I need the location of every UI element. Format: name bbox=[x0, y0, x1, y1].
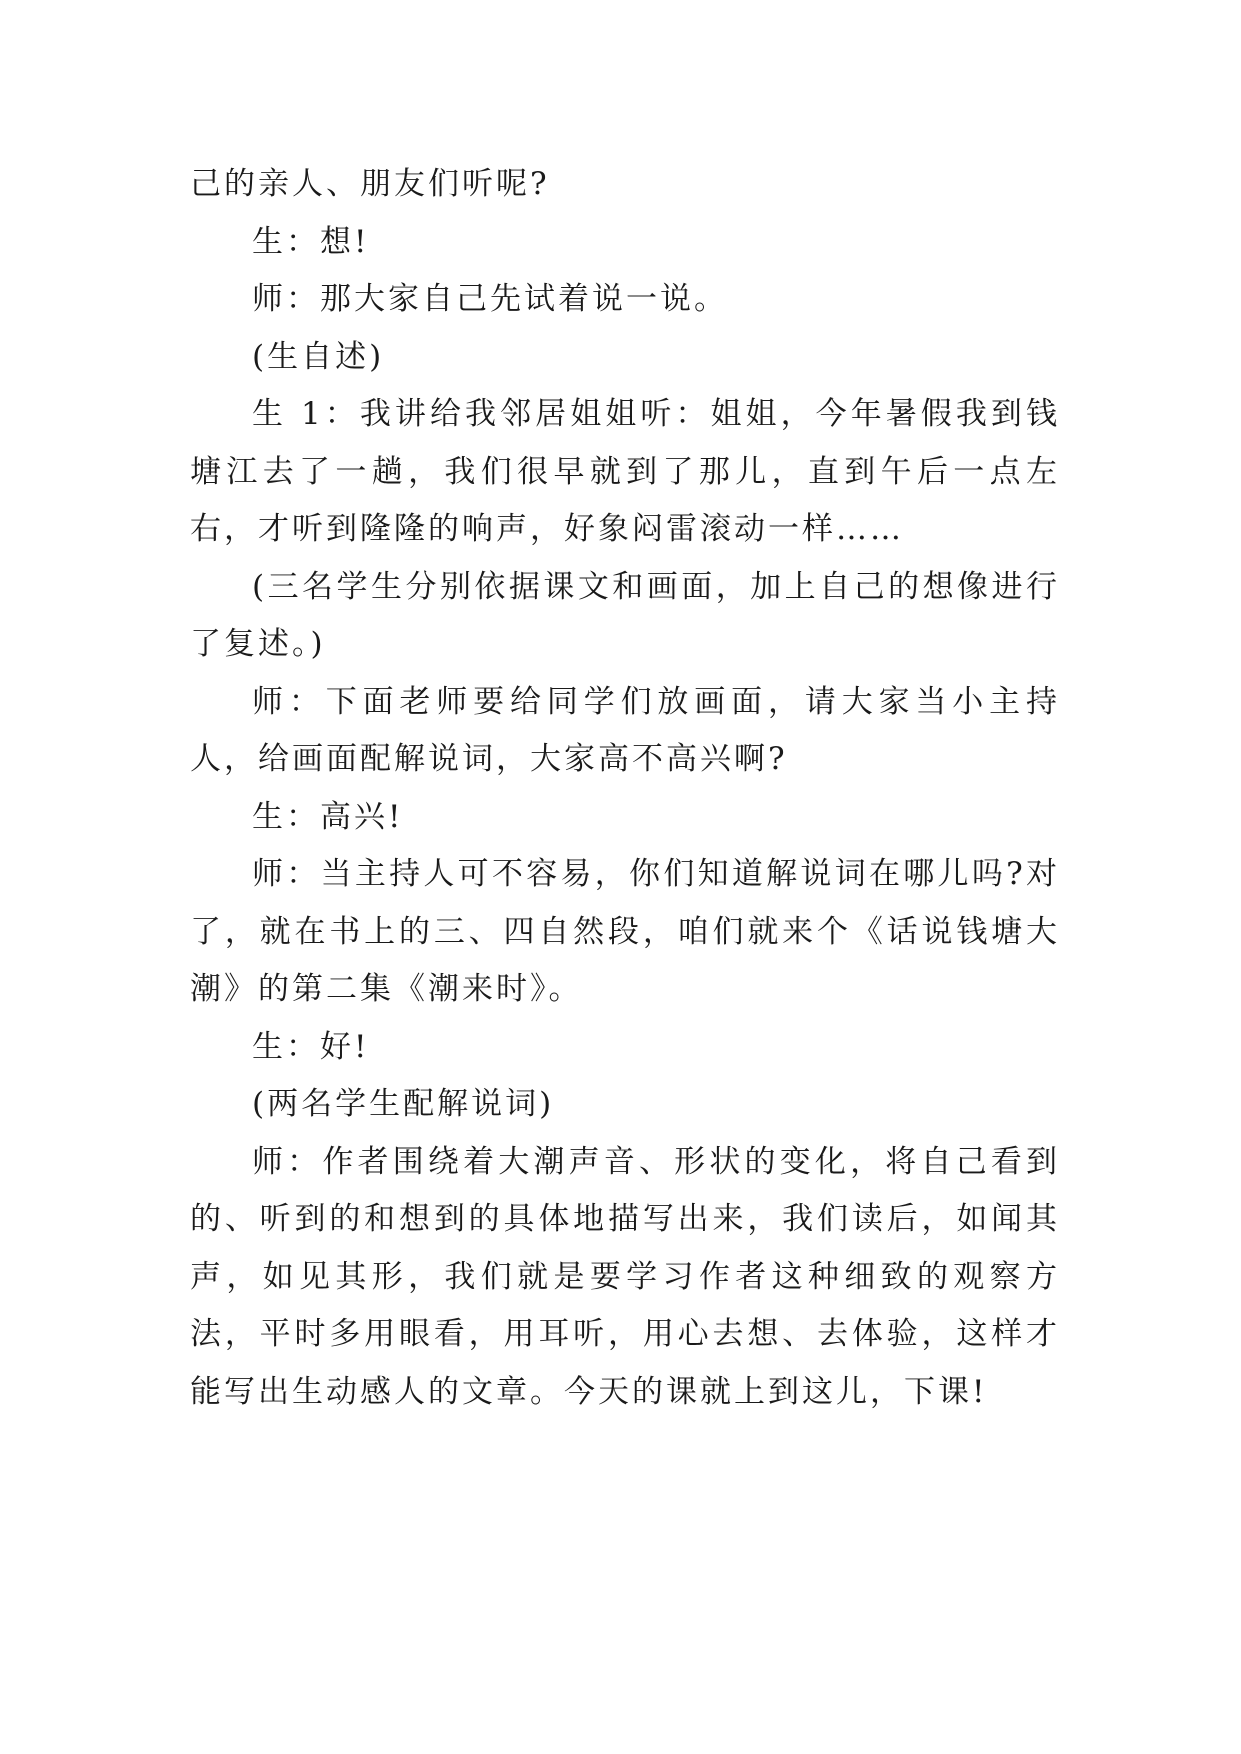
paragraph-teacher-host: 师：下面老师要给同学们放画面，请大家当小主持人，给画面配解说词，大家高不高兴啊? bbox=[190, 683, 1060, 777]
paragraph-stage-note: (生自述) bbox=[252, 338, 385, 375]
paragraph-student-reply: 生：想! bbox=[252, 223, 370, 260]
paragraph-teacher-narration: 师：当主持人可不容易，你们知道解说词在哪儿吗?对了，就在书上的三、四自然段，咱们就来个《话说钱塘大潮》的第二集《潮来时》。 bbox=[190, 856, 1060, 1007]
paragraph-continuation: 己的亲人、朋友们听呢? bbox=[190, 166, 550, 202]
paragraph-teacher-summary: 师：作者围绕着大潮声音、形状的变化，将自己看到的、听到的和想到的具体地描写出来，我们读后，如闻其声，如见其形，我们就是要学习作者这种细致的观察方法，平时多用眼看，用耳听，用心去想、去体验，这样才能写出生动感人的文章。今天的课就上到这儿，下课! bbox=[190, 1143, 1060, 1410]
paragraph-student-happy: 生：高兴! bbox=[252, 798, 404, 835]
paragraph-student-ok: 生：好! bbox=[252, 1028, 370, 1065]
paragraph-stage-note-retelling: (三名学生分别依据课文和画面，加上自己的想像进行了复述。) bbox=[190, 568, 1060, 662]
paragraph-student-retelling: 生 1：我讲给我邻居姐姐听：姐姐，今年暑假我到钱塘江去了一趟，我们很早就到了那儿，直到午后一点左右，才听到隆隆的响声，好象闷雷滚动一样…… bbox=[190, 396, 1060, 547]
paragraph-stage-note-narration: (两名学生配解说词) bbox=[252, 1086, 555, 1122]
paragraph-teacher-prompt: 师：那大家自己先试着说一说。 bbox=[252, 281, 728, 317]
document-body bbox=[190, 156, 1060, 1421]
